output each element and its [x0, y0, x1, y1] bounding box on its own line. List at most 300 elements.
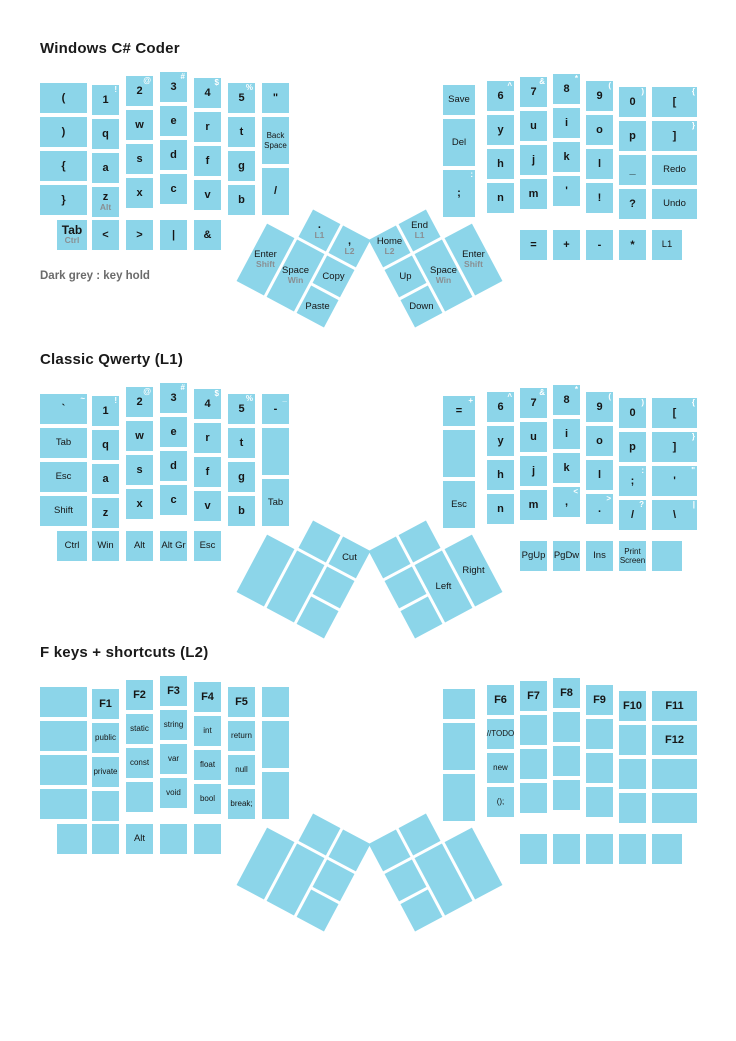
key-label: 1: [102, 93, 109, 106]
key-label-group: [443, 689, 475, 719]
key-label: /: [630, 508, 635, 521]
key-l41: [194, 423, 221, 453]
key-label: Undo: [663, 198, 686, 210]
key-label-group: [586, 149, 613, 179]
key-lb1: [92, 824, 119, 854]
key-rb2: [586, 541, 613, 571]
key-l21: [126, 421, 153, 451]
key-shift-label: !: [114, 396, 117, 405]
key-shift-label: %: [245, 394, 253, 403]
key-shift-label: >: [606, 494, 611, 503]
key-label-group: [404, 819, 435, 850]
key-label-group: [487, 460, 514, 490]
key-label: [: [672, 406, 677, 419]
key-label-group: [619, 398, 646, 428]
key-label-group: [160, 710, 187, 740]
key-r23: [520, 490, 547, 520]
key-label: n: [497, 502, 504, 515]
key-label-group: [390, 865, 421, 896]
key-label: &: [203, 228, 212, 241]
key-shift-label: _: [282, 394, 287, 403]
key-r62: [652, 155, 697, 185]
key-l21: [126, 714, 153, 744]
key-label: F11: [665, 699, 684, 712]
key-label-group: [487, 685, 514, 715]
key-rb1: [553, 541, 580, 571]
key-l53: [228, 496, 255, 526]
key-r42: [586, 753, 613, 783]
key-label-group: [228, 117, 255, 147]
key-l12: [92, 757, 119, 787]
layer-title-l2: F keys + shortcuts (L2): [40, 644, 209, 661]
key-label-group: [374, 835, 405, 866]
key-label-group: [652, 230, 682, 260]
key-label: PgUp: [521, 550, 546, 562]
key-label-group: [126, 110, 153, 140]
key-label: >: [136, 228, 143, 241]
key-label: Back Space: [264, 131, 287, 150]
key-label-group: [194, 220, 221, 250]
key-label: 7: [530, 396, 537, 409]
key-r63: [652, 500, 697, 530]
key-label: 5: [238, 91, 245, 104]
key-label-group: [194, 112, 221, 142]
key-label-group: [194, 78, 221, 108]
key-label: c: [170, 493, 177, 506]
key-label-group: [619, 432, 646, 462]
key-label-group: [194, 146, 221, 176]
key-label-group: [228, 428, 255, 458]
key-label: b: [238, 193, 245, 206]
key-r52: [619, 759, 646, 789]
key-l60: [262, 394, 289, 424]
key-label: o: [596, 123, 603, 136]
key-label-group: [334, 835, 365, 866]
key-label-group: [304, 215, 335, 246]
key-label-group: [228, 185, 255, 215]
key-label: ): [61, 125, 66, 138]
key-label: Esc: [55, 471, 72, 483]
key-label-group: [194, 457, 221, 487]
key-r12: [487, 149, 514, 179]
key-label-group: [126, 455, 153, 485]
key-r60: [652, 398, 697, 428]
key-label: <: [102, 228, 109, 241]
key-rb1: [553, 230, 580, 260]
key-label: Alt: [133, 833, 146, 845]
key-label: e: [170, 114, 177, 127]
key-shift-label: {: [691, 398, 695, 407]
key-label-group: [126, 824, 153, 854]
key-label: Redo: [663, 164, 686, 176]
key-label-group: [586, 230, 613, 260]
key-label-group: [520, 749, 547, 779]
key-label: Right: [462, 564, 485, 576]
key-l32: [160, 451, 187, 481]
key-hold-label: Ctrl: [64, 235, 80, 246]
key-hold-label: Alt: [99, 201, 112, 212]
key-label: 1: [102, 404, 109, 417]
key-label: public: [95, 733, 116, 743]
key-label: 6: [497, 400, 504, 413]
key-label-group: [619, 87, 646, 117]
key-label-group: [160, 106, 187, 136]
key-label-group: [262, 83, 289, 113]
key-label-group: [126, 714, 153, 744]
key-label-group: [194, 750, 221, 780]
key-label-group: [520, 715, 547, 745]
key-label: Ctrl: [64, 540, 80, 552]
key-label-group: [302, 895, 333, 926]
key-label: Left: [435, 580, 452, 592]
key-label-group: [374, 542, 405, 573]
key-label: Paste: [305, 300, 330, 312]
key-r53: [619, 189, 646, 219]
key-label: ": [272, 91, 279, 104]
key-label: .: [317, 219, 321, 232]
key-label: Esc: [451, 498, 467, 510]
key-l32: [160, 140, 187, 170]
key-label: u: [530, 119, 537, 132]
key-label: const: [129, 758, 150, 768]
key-r30: [553, 74, 580, 104]
key-label: ;: [630, 474, 635, 487]
key-shift-label: @: [143, 76, 151, 85]
key-l42: [194, 146, 221, 176]
key-label: 4: [204, 397, 211, 410]
key-r0a: [443, 430, 475, 477]
key-label-group: [520, 77, 547, 107]
key-l03: [40, 789, 87, 819]
key-label-group: [194, 491, 221, 521]
key-r53: [619, 500, 646, 530]
key-label-group: [160, 383, 187, 413]
key-label: ,: [564, 495, 569, 508]
key-label: Up: [399, 270, 412, 282]
key-label-group: [160, 531, 187, 561]
key-label-group: [520, 422, 547, 452]
key-shift-label: :: [641, 466, 644, 475]
key-r32: [553, 746, 580, 776]
key-label: s: [136, 152, 143, 165]
key-l52: [228, 462, 255, 492]
key-shift-label: {: [691, 87, 695, 96]
key-r20: [520, 388, 547, 418]
key-hold-label: L2: [344, 246, 355, 257]
key-label-group: [57, 220, 87, 250]
key-label: F1: [99, 697, 112, 710]
key-label: 2: [136, 395, 143, 408]
key-r10: [487, 392, 514, 422]
key-shift-label: ^: [507, 81, 512, 90]
key-label-group: [228, 496, 255, 526]
key-l22: [126, 748, 153, 778]
key-label: =: [530, 238, 537, 251]
key-label-group: [652, 432, 697, 462]
key-r23: [520, 179, 547, 209]
key-label-group: [553, 419, 580, 449]
key-label-group: [262, 428, 289, 475]
key-label-group: [520, 834, 547, 864]
key-label: F12: [665, 733, 684, 746]
key-shift-label: (: [608, 392, 611, 401]
key-r13: [487, 787, 514, 817]
key-shift-label: }: [691, 432, 695, 441]
key-l11: [92, 723, 119, 753]
key-label: Ins: [593, 550, 606, 562]
key-l23: [126, 782, 153, 812]
key-label-group: [302, 602, 333, 633]
key-label-group: [160, 824, 187, 854]
key-r00: [443, 85, 475, 115]
key-label: z: [102, 190, 109, 203]
key-r23: [520, 783, 547, 813]
key-r13: [487, 494, 514, 524]
key-label: q: [102, 438, 109, 451]
key-label-group: [458, 538, 489, 603]
key-label: d: [170, 459, 177, 472]
key-label: 8: [563, 393, 570, 406]
key-l30: [160, 72, 187, 102]
key-label-group: [652, 834, 682, 864]
key-r50: [619, 87, 646, 117]
key-label-group: [520, 541, 547, 571]
key-r40: [586, 392, 613, 422]
key-label-group: [40, 755, 87, 785]
key-label-group: [92, 220, 119, 250]
key-shift-label: #: [180, 72, 185, 81]
key-label-group: [160, 778, 187, 808]
key-rb0: [520, 541, 547, 571]
key-label: ?: [629, 197, 636, 210]
key-l02: [40, 462, 87, 492]
key-l60: [262, 687, 289, 717]
key-r11: [487, 719, 514, 749]
key-shift-label: $: [214, 78, 219, 87]
key-label-group: [652, 759, 697, 789]
thumb-cluster-left: [237, 505, 371, 639]
key-label: ]: [672, 440, 677, 453]
key-label-group: [194, 423, 221, 453]
key-label: F2: [133, 688, 146, 701]
key-label-group: [160, 174, 187, 204]
key-r32: [553, 453, 580, 483]
key-r61: [652, 121, 697, 151]
key-shift-label: ": [691, 466, 695, 475]
key-label-group: [487, 392, 514, 422]
key-label: v: [204, 188, 211, 201]
key-label-group: [126, 144, 153, 174]
key-l30: [160, 383, 187, 413]
key-l11: [92, 430, 119, 460]
key-rb4: [652, 230, 682, 260]
key-l40: [194, 78, 221, 108]
key-label-group: [228, 687, 255, 717]
key-label-group: [262, 687, 289, 717]
key-label: F6: [494, 693, 507, 706]
key-label: -: [273, 402, 278, 415]
key-label-group: [390, 261, 421, 292]
key-l6a: [262, 428, 289, 475]
key-l30: [160, 676, 187, 706]
key-label-group: [619, 759, 646, 789]
key-label-group: [652, 691, 697, 721]
key-shift-label: ): [641, 87, 644, 96]
key-label: F10: [623, 699, 642, 712]
key-hold-label: Shift: [464, 258, 483, 269]
key-lb3: [160, 824, 187, 854]
key-hold-label: L1: [314, 230, 325, 241]
key-label: {: [61, 159, 66, 172]
key-label: p: [629, 440, 636, 453]
key-r12: [487, 753, 514, 783]
key-l20: [126, 387, 153, 417]
key-label-group: [652, 155, 697, 185]
key-lb3: [160, 220, 187, 250]
key-label-group: [318, 572, 349, 603]
key-label: 8: [563, 82, 570, 95]
keyboard-layer-l1: [40, 351, 700, 592]
key-lb1: [92, 220, 119, 250]
key-label-group: [520, 490, 547, 520]
key-label-group: [126, 220, 153, 250]
key-label: Save: [448, 94, 470, 106]
key-r60: [652, 87, 697, 117]
key-r51: [619, 121, 646, 151]
key-label-group: [619, 541, 646, 571]
key-label-group: [553, 780, 580, 810]
key-l22: [126, 455, 153, 485]
key-label-group: [40, 151, 87, 181]
key-label-group: [304, 819, 335, 850]
key-label-group: [652, 121, 697, 151]
key-rb3: [619, 834, 646, 864]
key-r33: [553, 487, 580, 517]
key-label-group: [487, 115, 514, 145]
key-shift-label: #: [180, 383, 185, 392]
key-label: [: [672, 95, 677, 108]
key-r42: [586, 460, 613, 490]
key-label: 7: [530, 85, 537, 98]
key-r50: [619, 398, 646, 428]
thumb-cluster-left: [237, 194, 371, 328]
key-r42: [586, 149, 613, 179]
key-lb2: [126, 824, 153, 854]
key-l10: [92, 85, 119, 115]
key-l22: [126, 144, 153, 174]
key-label-group: [160, 72, 187, 102]
key-label-group: [487, 426, 514, 456]
key-tlp: [297, 890, 339, 932]
key-label-group: [40, 687, 87, 717]
key-label-group: [302, 291, 333, 322]
key-label-group: [487, 149, 514, 179]
key-label: ]: [672, 129, 677, 142]
key-label-group: [318, 865, 349, 896]
key-label: =: [455, 404, 463, 417]
key-r10: [487, 685, 514, 715]
key-shift-label: ?: [639, 500, 644, 509]
key-label-group: [586, 392, 613, 422]
key-label: \: [672, 508, 677, 521]
key-label: j: [531, 153, 536, 166]
key-label-group: [619, 691, 646, 721]
key-label: End: [411, 219, 428, 231]
key-r11: [487, 115, 514, 145]
key-shift-label: <: [573, 487, 578, 496]
key-label: n: [497, 191, 504, 204]
key-label-group: [126, 387, 153, 417]
key-r40: [586, 685, 613, 715]
key-rb0: [520, 834, 547, 864]
key-r53: [619, 793, 646, 823]
key-l51: [228, 721, 255, 751]
key-label: 0: [629, 406, 636, 419]
key-label: r: [205, 431, 210, 444]
key-l43: [194, 491, 221, 521]
key-r41: [586, 719, 613, 749]
key-l50: [228, 83, 255, 113]
key-label: }: [61, 193, 66, 206]
key-label-group: [40, 185, 87, 215]
key-label-group: [586, 834, 613, 864]
key-l23: [126, 489, 153, 519]
key-label-group: [92, 85, 119, 115]
key-label-group: [160, 451, 187, 481]
key-label: h: [497, 157, 504, 170]
key-label-group: [553, 108, 580, 138]
key-label-group: [652, 398, 697, 428]
key-label: Copy: [322, 270, 345, 282]
key-shift-label: *: [574, 385, 578, 394]
key-l33: [160, 174, 187, 204]
key-r31: [553, 108, 580, 138]
key-shift-label: |: [692, 500, 695, 509]
key-label-group: [458, 831, 489, 896]
key-shift-label: ^: [507, 392, 512, 401]
key-label: Space: [430, 264, 457, 276]
key-lb1: [92, 531, 119, 561]
key-label: c: [170, 182, 177, 195]
key-label-group: [126, 421, 153, 451]
key-r52: [619, 466, 646, 496]
key-label-group: [92, 396, 119, 426]
key-label-group: [126, 680, 153, 710]
key-l53: [228, 185, 255, 215]
key-rb1: [553, 834, 580, 864]
key-l20: [126, 76, 153, 106]
key-label: f: [205, 154, 210, 167]
key-r31: [553, 419, 580, 449]
key-r63: [652, 793, 697, 823]
key-grid-l2: [40, 676, 700, 946]
key-r63: [652, 189, 697, 219]
key-label: var: [167, 754, 180, 764]
key-grid-l1: [40, 383, 700, 653]
key-l01: [40, 428, 87, 458]
key-l40: [194, 389, 221, 419]
key-label-group: [160, 485, 187, 515]
key-label-group: [374, 231, 405, 262]
key-l10: [92, 396, 119, 426]
key-label-group: [228, 789, 255, 819]
key-l53: [228, 789, 255, 819]
key-l41: [194, 716, 221, 746]
key-label-group: [262, 394, 289, 424]
key-label-group: [487, 787, 514, 817]
key-label: bool: [199, 794, 216, 804]
key-label: e: [170, 425, 177, 438]
